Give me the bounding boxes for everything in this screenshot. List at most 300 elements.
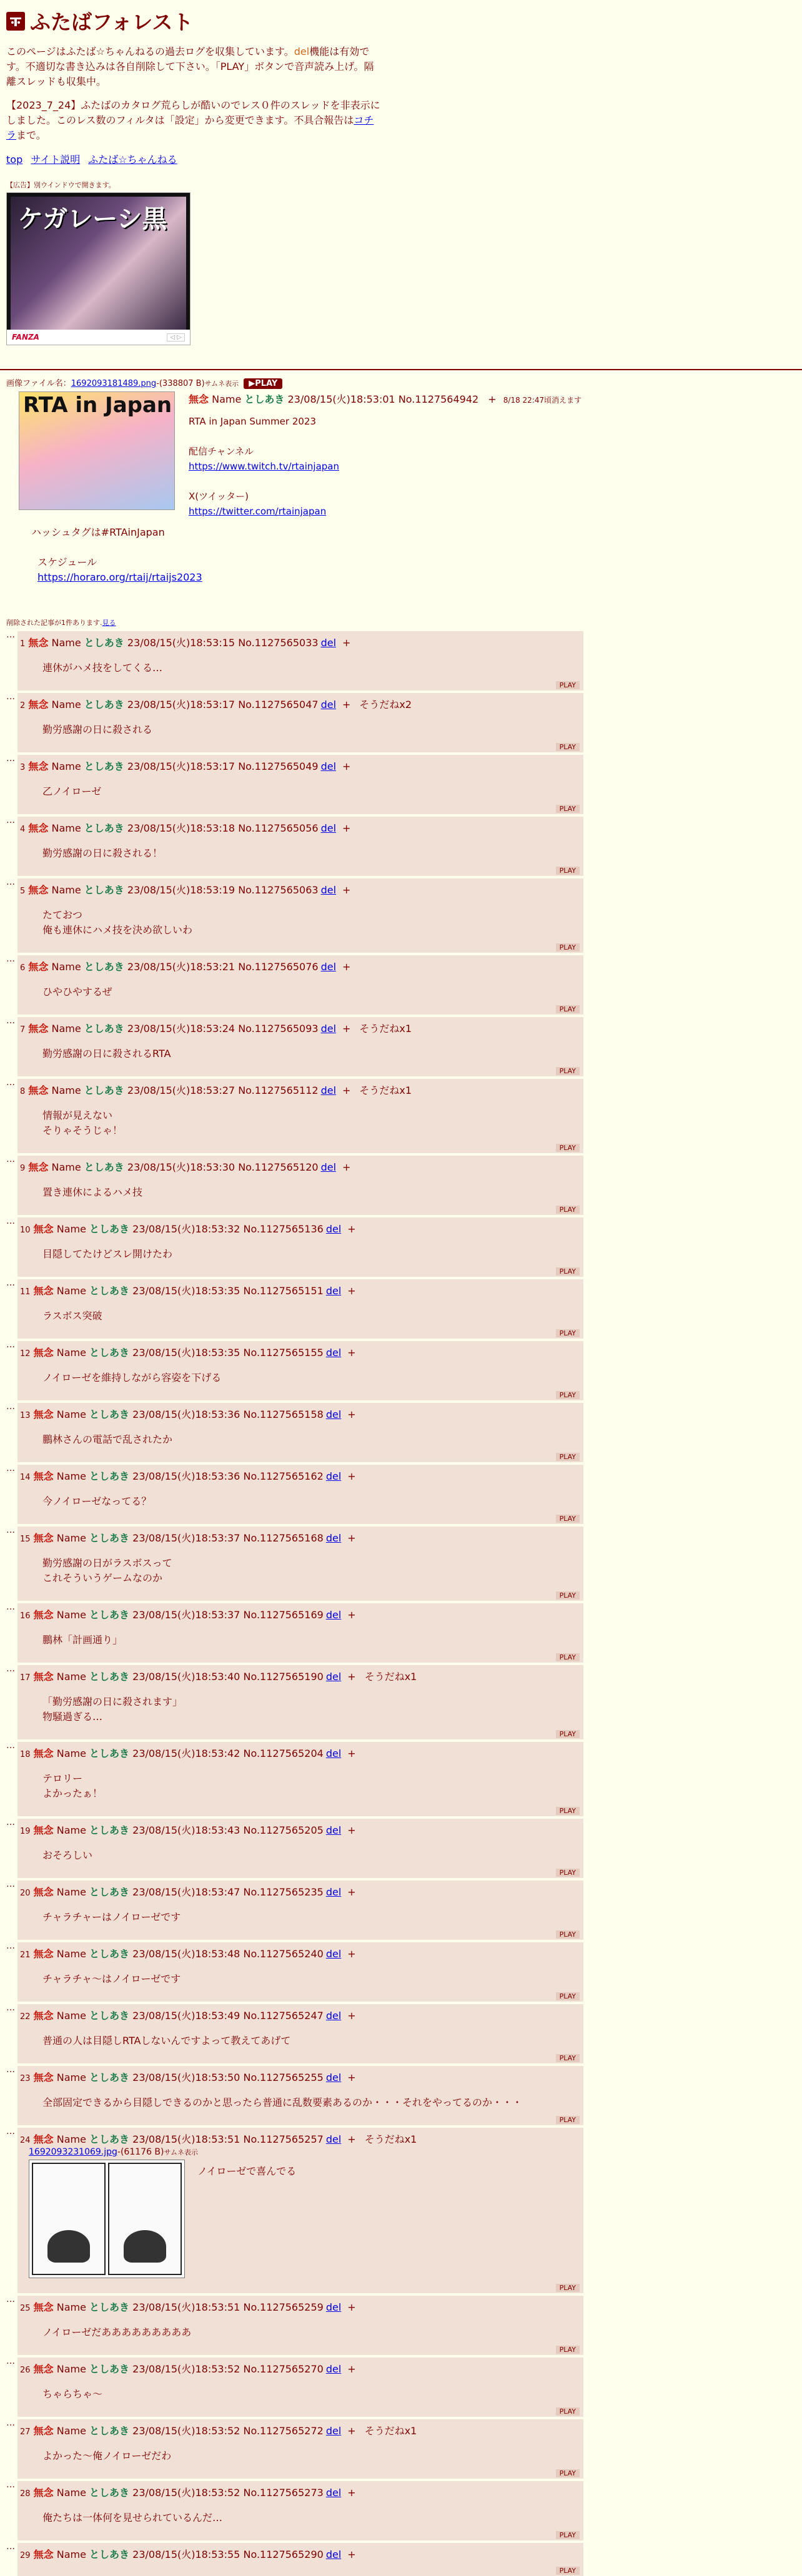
reply-index: 9 xyxy=(20,1164,26,1173)
intro-text: 機能は有効です。不適切な書き込みは各自削除して下さい。「PLAY」ボタンで音声読み上げ。隔離スレッドも収集中。 xyxy=(6,46,374,87)
reply-plus-button[interactable]: + xyxy=(342,760,351,772)
reply-plus-button[interactable]: + xyxy=(342,961,351,973)
reply-thumb-note: サムネ表示 xyxy=(164,2148,198,2156)
reply-post-number[interactable]: No.1127565049 xyxy=(238,760,319,772)
thread xyxy=(0,376,802,2576)
reply-del-link[interactable]: del xyxy=(325,1285,342,1297)
reply-post xyxy=(17,2357,583,2417)
reply-text: ラスボス突破 xyxy=(42,1310,102,1322)
reply-post-number[interactable]: No.1127565257 xyxy=(243,2133,324,2145)
nav-about-link[interactable]: サイト説明 xyxy=(31,154,81,165)
reply-row xyxy=(6,817,583,876)
reply-dots: … xyxy=(6,630,15,640)
reply-file-size: -(61176 B) xyxy=(117,2147,164,2157)
reply-del-link[interactable]: del xyxy=(325,2072,342,2083)
reply-post-number[interactable]: No.1127565204 xyxy=(243,1748,324,1759)
reply-play-button[interactable]: PLAY xyxy=(556,1329,580,1337)
reply-subject: 無念 xyxy=(33,1347,54,1359)
reply-del-link[interactable]: del xyxy=(325,1886,342,1898)
reply-text: 普通の人は目隠しRTAしないんですよって教えてあげて xyxy=(42,2035,291,2047)
reply-play-button[interactable]: PLAY xyxy=(556,1807,580,1815)
reply-name-label: Name xyxy=(51,1084,81,1096)
reply-footer xyxy=(20,1389,580,1399)
op-thumbnail[interactable] xyxy=(19,391,175,510)
reply-row xyxy=(6,1341,583,1400)
title-row xyxy=(6,6,796,36)
reply-plus-button[interactable]: + xyxy=(347,2133,356,2145)
reply-post xyxy=(17,1880,583,1940)
reply-del-link[interactable]: del xyxy=(325,1609,342,1621)
reply-footer xyxy=(20,2406,580,2416)
reply-play-button[interactable]: PLAY xyxy=(556,2054,580,2062)
reply-del-link[interactable]: del xyxy=(325,2010,342,2022)
reply-post-number[interactable]: No.1127565240 xyxy=(243,1948,324,1960)
reply-text: 鵬林「計画通り」 xyxy=(42,1634,123,1646)
reply-play-button[interactable]: PLAY xyxy=(556,743,580,751)
reply-dots: … xyxy=(6,1278,15,1288)
reply-del-link[interactable]: del xyxy=(320,1084,337,1096)
reply-play-button[interactable]: PLAY xyxy=(556,2407,580,2416)
reply-play-button[interactable]: PLAY xyxy=(556,1515,580,1523)
reply-index: 15 xyxy=(20,1535,31,1544)
reply-play-button[interactable]: PLAY xyxy=(556,1453,580,1461)
reply-datetime: 23/08/15(火)18:53:49 xyxy=(132,2010,240,2022)
reply-text: 乙ノイローゼ xyxy=(42,785,102,797)
reply-plus-button[interactable]: + xyxy=(342,1161,351,1173)
reply-del-link[interactable]: del xyxy=(325,1671,342,1683)
reply-post-number[interactable]: No.1127565255 xyxy=(243,2072,324,2083)
op-file-link[interactable]: 1692093181489.png xyxy=(71,379,157,388)
reply-image-row xyxy=(29,2160,580,2278)
reply-del-link[interactable]: del xyxy=(320,1161,337,1173)
reply-plus-button[interactable]: + xyxy=(347,1748,356,1759)
op-post-number[interactable]: No.1127564942 xyxy=(398,393,479,405)
twitch-link[interactable]: https://www.twitch.tv/rtainjapan xyxy=(189,461,339,472)
reply-plus-button[interactable]: + xyxy=(347,1470,356,1482)
reply-name: としあき xyxy=(89,1532,130,1544)
reply-post xyxy=(17,1603,583,1663)
ad-label: 【広告】別ウインドウで開きます。 xyxy=(6,181,116,189)
reply-datetime: 23/08/15(火)18:53:19 xyxy=(127,884,235,896)
reply-row xyxy=(6,2419,583,2479)
reply-footer xyxy=(20,1651,580,1661)
intro-paragraph-1 xyxy=(6,44,381,89)
reply-del-link[interactable]: del xyxy=(320,1023,337,1035)
reply-del-link[interactable]: del xyxy=(320,699,337,710)
reply-file-link[interactable]: 1692093231069.jpg xyxy=(29,2147,117,2157)
reply-dots: … xyxy=(6,1016,15,1026)
bug-report-link[interactable]: コチラ xyxy=(6,114,374,141)
thumb-note: サムネ表示 xyxy=(204,380,239,388)
reply-post xyxy=(17,2419,583,2479)
reply-index: 22 xyxy=(20,2012,31,2022)
reply-post-number[interactable]: No.1127565112 xyxy=(238,1084,319,1096)
reply-name-label: Name xyxy=(56,2010,86,2022)
reply-post-number[interactable]: No.1127565168 xyxy=(243,1532,324,1544)
reply-dots: … xyxy=(6,2065,15,2075)
reply-header xyxy=(20,1021,580,1035)
reply-text: テロリー よかったぁ！ xyxy=(42,1772,103,1799)
reply-del-link[interactable]: del xyxy=(325,1948,342,1960)
reply-play-button[interactable]: PLAY xyxy=(556,2116,580,2124)
reply-row xyxy=(6,1079,583,1153)
reply-play-button[interactable]: PLAY xyxy=(556,1067,580,1075)
reply-post-number[interactable]: No.1127565272 xyxy=(243,2425,324,2437)
reply-dots: … xyxy=(6,754,15,764)
reply-post-number[interactable]: No.1127565033 xyxy=(238,637,319,649)
reply-file-line xyxy=(29,2147,580,2157)
reply-name: としあき xyxy=(84,1161,124,1173)
reply-post-number[interactable]: No.1127565169 xyxy=(243,1609,324,1621)
reply-header xyxy=(20,1530,580,1545)
reply-index: 10 xyxy=(20,1226,31,1235)
reply-soudane[interactable]: そうだねx1 xyxy=(364,2133,417,2145)
reply-footer xyxy=(20,679,580,689)
reply-name-label: Name xyxy=(51,822,81,834)
reply-plus-button[interactable]: + xyxy=(347,2010,356,2022)
reply-subject: 無念 xyxy=(33,2425,54,2437)
reply-name: としあき xyxy=(89,1948,130,1960)
reply-soudane[interactable]: そうだねx1 xyxy=(359,1084,412,1096)
reply-post-number[interactable]: No.1127565136 xyxy=(243,1223,324,1235)
reply-header xyxy=(20,1159,580,1174)
ad-arrows-icon[interactable]: ◁ ▷ xyxy=(167,333,185,342)
reply-post-number[interactable]: No.1127565093 xyxy=(238,1023,319,1035)
reply-datetime: 23/08/15(火)18:53:55 xyxy=(132,2549,240,2560)
reply-name: としあき xyxy=(89,2133,130,2145)
nav-top-link[interactable]: top xyxy=(6,154,23,165)
reply-datetime: 23/08/15(火)18:53:37 xyxy=(132,1532,240,1544)
reply-plus-button[interactable]: + xyxy=(347,1285,356,1297)
reply-index: 24 xyxy=(20,2136,31,2145)
reply-play-button[interactable]: PLAY xyxy=(556,805,580,813)
reply-subject: 無念 xyxy=(33,2363,54,2375)
reply-post xyxy=(17,2543,583,2576)
reply-post-number[interactable]: No.1127565290 xyxy=(243,2549,324,2560)
reply-plus-button[interactable]: + xyxy=(347,2363,356,2375)
reply-plus-button[interactable]: + xyxy=(347,2549,356,2560)
reply-index: 19 xyxy=(20,1827,31,1836)
reply-post-number[interactable]: No.1127565063 xyxy=(238,884,319,896)
reply-plus-button[interactable]: + xyxy=(342,637,351,649)
reply-header xyxy=(20,2485,580,2499)
reply-plus-button[interactable]: + xyxy=(347,1408,356,1420)
op-play-button[interactable]: ▶PLAY xyxy=(244,378,282,389)
reply-index: 20 xyxy=(20,1889,31,1898)
reply-post-number[interactable]: No.1127565158 xyxy=(243,1408,324,1420)
reply-plus-button[interactable]: + xyxy=(347,1532,356,1544)
reply-subject: 無念 xyxy=(28,699,49,710)
reply-post-number[interactable]: No.1127565190 xyxy=(243,1671,324,1683)
reply-del-link[interactable]: del xyxy=(325,1470,342,1482)
reply-index: 14 xyxy=(20,1473,31,1482)
reply-name-label: Name xyxy=(56,1671,86,1683)
reply-play-button[interactable]: PLAY xyxy=(556,2531,580,2539)
reply-plus-button[interactable]: + xyxy=(342,822,351,834)
reply-list xyxy=(6,631,583,2576)
reply-play-button[interactable]: PLAY xyxy=(556,1267,580,1276)
reply-footer xyxy=(20,1728,580,1738)
reply-plus-button[interactable]: + xyxy=(347,2425,356,2437)
reply-plus-button[interactable]: + xyxy=(342,1084,351,1096)
reply-play-button[interactable]: PLAY xyxy=(556,1391,580,1399)
reply-del-link[interactable]: del xyxy=(325,2425,342,2437)
reply-plus-button[interactable]: + xyxy=(347,1347,356,1359)
reply-plus-button[interactable]: + xyxy=(347,1671,356,1683)
reply-dots: … xyxy=(6,1216,15,1226)
reply-datetime: 23/08/15(火)18:53:17 xyxy=(127,699,235,710)
reply-del-link[interactable]: del xyxy=(325,2487,342,2499)
reply-thumbnail[interactable] xyxy=(29,2160,185,2278)
reply-name-label: Name xyxy=(56,1824,86,1836)
reply-dots: … xyxy=(6,1741,15,1751)
reply-index: 12 xyxy=(20,1349,31,1359)
reply-play-button[interactable]: PLAY xyxy=(556,1206,580,1214)
ad-brand: FANZA xyxy=(12,333,39,342)
reply-name-label: Name xyxy=(56,1347,86,1359)
reply-name: としあき xyxy=(89,2072,130,2083)
reply-row xyxy=(6,878,583,953)
reply-index: 8 xyxy=(20,1087,26,1096)
reply-datetime: 23/08/15(火)18:53:43 xyxy=(132,1824,240,1836)
reply-del-link[interactable]: del xyxy=(325,1347,342,1359)
reply-datetime: 23/08/15(火)18:53:15 xyxy=(127,637,235,649)
op-line: スケジュール xyxy=(37,556,97,568)
reply-text: 今ノイローゼなってる？ xyxy=(42,1495,152,1507)
reply-post-number[interactable]: No.1127565273 xyxy=(243,2487,324,2499)
reply-play-button[interactable]: PLAY xyxy=(556,1930,580,1939)
reply-play-button[interactable]: PLAY xyxy=(556,1992,580,2000)
reply-datetime: 23/08/15(火)18:53:30 xyxy=(127,1161,235,1173)
reply-header xyxy=(20,2361,580,2376)
reply-row xyxy=(6,1465,583,1524)
reply-dots: … xyxy=(6,2003,15,2013)
reply-post-number[interactable]: No.1127565155 xyxy=(243,1347,324,1359)
twitter-link[interactable]: https://twitter.com/rtainjapan xyxy=(189,506,327,517)
reply-datetime: 23/08/15(火)18:53:24 xyxy=(127,1023,235,1035)
reply-play-button[interactable]: PLAY xyxy=(556,2567,580,2575)
reply-post-number[interactable]: No.1127565247 xyxy=(243,2010,324,2022)
reply-del-link[interactable]: del xyxy=(325,2363,342,2375)
reply-row xyxy=(6,1526,583,1601)
reply-play-button[interactable]: PLAY xyxy=(556,1591,580,1600)
reply-subject: 無念 xyxy=(33,1223,54,1235)
file-size: -(338807 B) xyxy=(156,379,205,388)
reply-index: 2 xyxy=(20,701,26,710)
reply-header xyxy=(20,697,580,711)
reply-footer xyxy=(20,2114,580,2124)
reply-del-link[interactable]: del xyxy=(320,760,337,772)
file-label: 画像ファイル名： xyxy=(6,379,71,388)
reply-dots: … xyxy=(6,1602,15,1612)
reply-soudane[interactable]: そうだねx1 xyxy=(364,2425,417,2437)
reply-row xyxy=(6,2066,583,2125)
reply-play-button[interactable]: PLAY xyxy=(556,1144,580,1152)
reply-post xyxy=(17,2066,583,2125)
show-deleted-link[interactable]: 見る xyxy=(102,619,116,627)
reply-row xyxy=(6,693,583,752)
reply-footer xyxy=(20,803,580,813)
reply-name: としあき xyxy=(89,1824,130,1836)
reply-subject: 無念 xyxy=(28,1161,49,1173)
reply-post-number[interactable]: No.1127565162 xyxy=(243,1470,324,1482)
reply-plus-button[interactable]: + xyxy=(347,2301,356,2313)
reply-datetime: 23/08/15(火)18:53:36 xyxy=(132,1470,240,1482)
reply-post-number[interactable]: No.1127565047 xyxy=(238,699,319,710)
reply-datetime: 23/08/15(火)18:53:32 xyxy=(132,1223,240,1235)
reply-plus-button[interactable]: + xyxy=(342,884,351,896)
reply-subject: 無念 xyxy=(33,1408,54,1420)
reply-subject: 無念 xyxy=(33,1886,54,1898)
reply-plus-button[interactable]: + xyxy=(347,1886,356,1898)
reply-name: としあき xyxy=(89,2487,130,2499)
reply-plus-button[interactable]: + xyxy=(347,1223,356,1235)
reply-text: おそろしい xyxy=(42,1849,93,1861)
op-name-label: Name xyxy=(212,393,242,405)
reply-row xyxy=(6,1819,583,1878)
reply-footer xyxy=(20,1929,580,1939)
reply-text: 連休がハメ技をしてくる… xyxy=(42,662,163,674)
reply-play-button[interactable]: PLAY xyxy=(556,943,580,951)
reply-dots: … xyxy=(6,2294,15,2304)
reply-header xyxy=(20,1822,580,1837)
reply-dots: … xyxy=(6,2480,15,2490)
reply-soudane[interactable]: そうだねx1 xyxy=(364,1671,417,1683)
reply-name: としあき xyxy=(89,1886,130,1898)
reply-subject: 無念 xyxy=(33,2487,54,2499)
reply-post-number[interactable]: No.1127565056 xyxy=(238,822,319,834)
reply-name-label: Name xyxy=(56,2487,86,2499)
reply-datetime: 23/08/15(火)18:53:40 xyxy=(132,1671,240,1683)
deleted-text: 削除された記事が1件あります. xyxy=(6,619,102,627)
reply-subject: 無念 xyxy=(33,1470,54,1482)
reply-post-number[interactable]: No.1127565235 xyxy=(243,1886,324,1898)
reply-index: 3 xyxy=(20,763,26,772)
reply-del-link[interactable]: del xyxy=(325,2301,342,2313)
ad-banner[interactable] xyxy=(6,192,191,345)
reply-play-button[interactable]: PLAY xyxy=(556,2346,580,2354)
reply-del-link[interactable]: del xyxy=(320,961,337,973)
reply-plus-button[interactable]: + xyxy=(342,699,351,710)
deleted-notice xyxy=(6,617,796,627)
reply-play-button[interactable]: PLAY xyxy=(556,1005,580,1013)
reply-subject: 無念 xyxy=(33,1748,54,1759)
reply-row xyxy=(6,955,583,1015)
op-line: ハッシュタグは#RTAinJapan xyxy=(31,526,165,538)
reply-soudane[interactable]: そうだねx1 xyxy=(359,1023,412,1035)
reply-del-link[interactable]: del xyxy=(320,637,337,649)
reply-index: 5 xyxy=(20,887,26,896)
reply-datetime: 23/08/15(火)18:53:51 xyxy=(132,2133,240,2145)
reply-text: チャラチャーはノイローゼです xyxy=(42,1911,181,1923)
reply-play-button[interactable]: PLAY xyxy=(556,681,580,689)
reply-play-button[interactable]: PLAY xyxy=(556,2284,580,2292)
reply-del-link[interactable]: del xyxy=(325,2133,342,2145)
reply-footer xyxy=(20,1513,580,1523)
reply-dots: … xyxy=(6,2356,15,2366)
reply-play-button[interactable]: PLAY xyxy=(556,1653,580,1661)
reply-name: としあき xyxy=(84,760,124,772)
reply-index: 6 xyxy=(20,963,26,973)
reply-name: としあき xyxy=(84,961,124,973)
reply-name: としあき xyxy=(84,1023,124,1035)
reply-plus-button[interactable]: + xyxy=(347,2072,356,2083)
reply-text: 目隠してたけどスレ開けたわ xyxy=(42,1248,173,1260)
reply-footer xyxy=(20,1003,580,1013)
reply-dots: … xyxy=(6,2126,15,2136)
reply-footer xyxy=(20,2344,580,2354)
reply-post-number[interactable]: No.1127565076 xyxy=(238,961,319,973)
reply-header xyxy=(20,2131,580,2146)
reply-subject: 無念 xyxy=(33,2010,54,2022)
reply-name-label: Name xyxy=(56,2425,86,2437)
reply-post-number[interactable]: No.1127565151 xyxy=(243,1285,324,1297)
reply-header xyxy=(20,1407,580,1421)
reply-plus-button[interactable]: + xyxy=(342,1023,351,1035)
reply-header xyxy=(20,1669,580,1683)
reply-post-number[interactable]: No.1127565120 xyxy=(238,1161,319,1173)
reply-row xyxy=(6,755,583,814)
reply-play-button[interactable]: PLAY xyxy=(556,1869,580,1877)
op-thumbnail-text: RTA in Japan xyxy=(23,393,172,418)
reply-datetime: 23/08/15(火)18:53:51 xyxy=(132,2301,240,2313)
reply-plus-button[interactable]: + xyxy=(347,1948,356,1960)
reply-text: 勤労感謝の日に殺される xyxy=(42,724,153,735)
reply-dots: … xyxy=(6,1078,15,1088)
reply-play-button[interactable]: PLAY xyxy=(556,1730,580,1738)
reply-post-number[interactable]: No.1127565259 xyxy=(243,2301,324,2313)
reply-name-label: Name xyxy=(51,961,81,973)
reply-text: よかった〜俺ノイローゼだわ xyxy=(42,2450,172,2462)
reply-del-link[interactable]: del xyxy=(325,2549,342,2560)
reply-text: チャラチャ〜はノイローゼです xyxy=(42,1973,181,1985)
op-plus-button[interactable]: + xyxy=(488,393,497,405)
reply-del-link[interactable]: del xyxy=(325,1824,342,1836)
reply-header xyxy=(20,2299,580,2314)
site-title: ふたばフォレスト xyxy=(30,10,194,34)
reply-name: としあき xyxy=(84,699,124,710)
nav-futaba-link[interactable]: ふたば☆ちゃんねる xyxy=(88,154,177,165)
reply-del-link[interactable]: del xyxy=(320,884,337,896)
reply-del-link[interactable]: del xyxy=(325,1223,342,1235)
reply-post-number[interactable]: No.1127565205 xyxy=(243,1824,324,1836)
nav-links xyxy=(6,152,796,166)
reply-text: 鵬林さんの電話で乱されたか xyxy=(42,1433,173,1445)
reply-post xyxy=(17,693,583,752)
reply-play-button[interactable]: PLAY xyxy=(556,867,580,875)
reply-plus-button[interactable]: + xyxy=(347,2487,356,2499)
reply-del-link[interactable]: del xyxy=(325,1748,342,1759)
intro-text: 【2023_7_24】ふたばのカタログ荒らしが酷いのでレス０件のスレッドを非表示にしました。このレス数のフィルタは「設定」から変更できます。不具合報告は xyxy=(6,99,380,126)
reply-del-link[interactable]: del xyxy=(320,822,337,834)
reply-plus-button[interactable]: + xyxy=(347,1824,356,1836)
reply-post-number[interactable]: No.1127565270 xyxy=(243,2363,324,2375)
reply-soudane[interactable]: そうだねx2 xyxy=(359,699,412,710)
reply-index: 29 xyxy=(20,2551,31,2560)
reply-del-link[interactable]: del xyxy=(325,1532,342,1544)
reply-plus-button[interactable]: + xyxy=(347,1609,356,1621)
reply-dots: … xyxy=(6,1154,15,1164)
reply-datetime: 23/08/15(火)18:53:17 xyxy=(127,760,235,772)
reply-play-button[interactable]: PLAY xyxy=(556,2469,580,2477)
reply-footer xyxy=(20,1990,580,2000)
reply-name: としあき xyxy=(89,1285,130,1297)
reply-del-link[interactable]: del xyxy=(325,1408,342,1420)
reply-post xyxy=(17,817,583,876)
reply-post xyxy=(17,2128,583,2293)
reply-subject: 無念 xyxy=(33,1285,54,1297)
schedule-link[interactable]: https://horaro.org/rtaij/rtaijs2023 xyxy=(37,571,202,583)
